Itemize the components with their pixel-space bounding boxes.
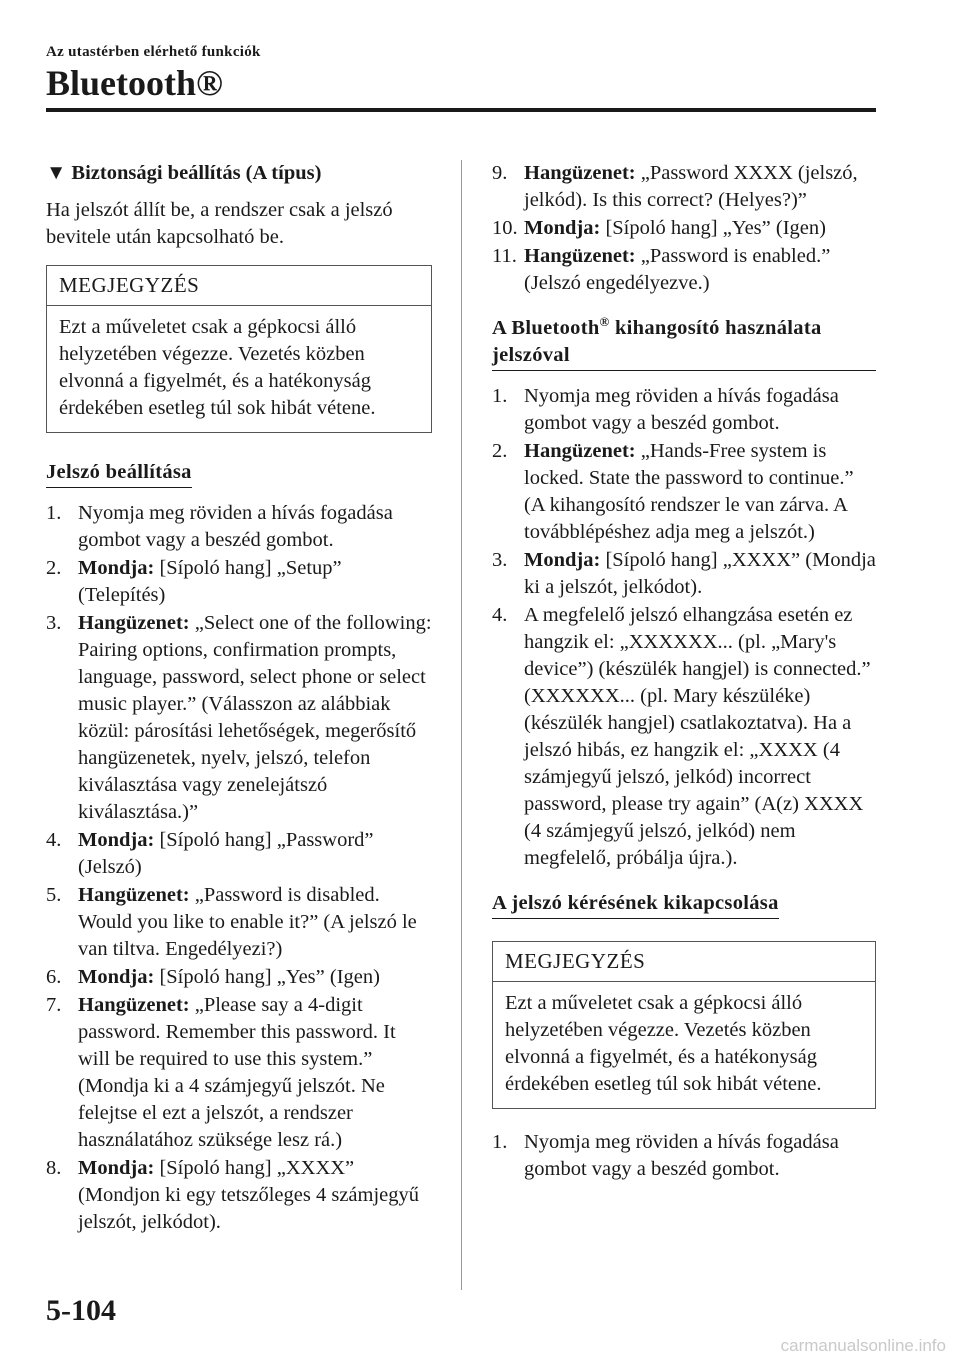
list-item-label: Mondja: [524, 549, 601, 571]
left-column [46, 160, 432, 1248]
list-item-number: 2. [46, 557, 62, 579]
list-item-body: [Sípoló hang] „Setup” (Telepítés) [78, 557, 342, 606]
list-item-label: Mondja: [78, 966, 155, 988]
list-item-label: Hangüzenet: [78, 994, 190, 1016]
list-item-body: „Password is disabled. Would you like to enable it?” (A jelszó le van tiltva. Engedélyezi?) [78, 884, 417, 960]
page-title: Bluetooth® [46, 63, 223, 103]
list-item [46, 1155, 432, 1236]
list-item-text [524, 438, 876, 546]
note-box [46, 265, 432, 433]
list-item-body: [Sípoló hang] „XXXX” (Mondja ki a jelszót, jelkódot). [524, 549, 876, 598]
list-item-number: 11. [492, 245, 517, 267]
list-item [492, 383, 876, 437]
list-item-label: Mondja: [78, 1157, 155, 1179]
list-item-number: 2. [492, 440, 508, 462]
list-item-number: 1. [492, 385, 508, 407]
list-item-text [524, 1129, 876, 1183]
list-item-body: „Password is enabled.” (Jelszó engedélyezve.) [524, 245, 831, 294]
list-item-text [78, 992, 432, 1154]
triangle-down-icon: ▼ [46, 162, 67, 184]
list-item-text [78, 1155, 432, 1236]
list-item-number: 4. [492, 604, 508, 626]
list-item-label: Hangüzenet: [524, 440, 636, 462]
subheading-disable-password: A jelszó kérésének kikapcsolása [492, 890, 779, 919]
list-item-label: Hangüzenet: [78, 884, 190, 906]
list-item [46, 964, 432, 991]
list-item-text [78, 882, 432, 963]
list-item-number: 7. [46, 994, 62, 1016]
list-item-text [78, 500, 432, 554]
note-title: MEGJEGYZÉS [47, 266, 431, 306]
list-item [46, 610, 432, 826]
note-title-2: MEGJEGYZÉS [493, 942, 875, 982]
intro-paragraph: Ha jelszót állít be, a rendszer csak a jelszó bevitele után kapcsolható be. [46, 199, 393, 248]
list-item-number: 3. [492, 549, 508, 571]
right-column [492, 160, 876, 1195]
page-number: 5-104 [46, 1294, 116, 1327]
list-item-number: 9. [492, 162, 508, 184]
list-item-label: Hangüzenet: [78, 612, 190, 634]
list-item-label: Hangüzenet: [524, 162, 636, 184]
list-item-number: 8. [46, 1157, 62, 1179]
list-item-number: 6. [46, 966, 62, 988]
list-item-body: „Select one of the following: Pairing options, confirmation prompts, language, password, select phone or select music player.” (Válasszon az alábbiak közül: párosítási lehetőségek, megerősítő hangüzenetek, nyelv, jelszó, telefon kiválasztása vagy zenelejátszó kiválasztása.)” [78, 612, 432, 823]
list-item-text [524, 547, 876, 601]
list-item [492, 1129, 876, 1183]
list-item [492, 438, 876, 546]
subheading-use-with-password: A Bluetooth® kihangosító használata jelszóval [492, 315, 876, 371]
list-item-label: Mondja: [524, 217, 601, 239]
note-body: Ezt a műveletet csak a gépkocsi álló helyzetében végezze. Vezetés közben elvonná a figyelmét, és a hatékonyság érdekében esetleg túl sok hibát vétene. [59, 316, 376, 419]
section-heading: ▼ Biztonsági beállítás (A típus) [46, 162, 322, 184]
list-item-body: [Sípoló hang] „Yes” (Igen) [154, 966, 380, 988]
list-item-text [78, 827, 432, 881]
list-item-text [78, 964, 432, 991]
list-item-body: „Password XXXX (jelszó, jelkód). Is this correct? (Helyes?)” [524, 162, 858, 211]
list-item-number: 10. [492, 217, 518, 239]
list-item-body: [Sípoló hang] „Password” (Jelszó) [78, 829, 374, 878]
note-box-2 [492, 941, 876, 1109]
list-item [492, 602, 876, 872]
list-item-body: Nyomja meg röviden a hívás fogadása gombot vagy a beszéd gombot. [78, 502, 393, 551]
list-item-body: A megfelelő jelszó elhangzása esetén ez hangzik el: „XXXXXX... (pl. „Mary's device”) (készülék hangjel) is connected.” (XXXXXX... (pl. Mary készüléke) (készülék hangjel) csatlakoztatva). Ha a jelszó hibás, ez hangzik el: „XXXX (4 számjegyű jelszó, jelkód) incorrect password, please try again” (A(z) XXXX (4 számjegyű jelszó, jelkód) nem megfelelő, próbálja újra.). [524, 604, 871, 869]
list-item-text [524, 383, 876, 437]
list-item-number: 1. [46, 502, 62, 524]
list-item-label: Mondja: [78, 557, 155, 579]
list-item-body: [Sípoló hang] „XXXX” (Mondjon ki egy tetszőleges 4 számjegyű jelszót, jelkódot). [78, 1157, 420, 1233]
list-item-body: Nyomja meg röviden a hívás fogadása gombot vagy a beszéd gombot. [524, 385, 839, 434]
list-item-label: Hangüzenet: [524, 245, 636, 267]
list-item [492, 547, 876, 601]
subheading-setup: Jelszó beállítása [46, 459, 192, 488]
list-item [46, 555, 432, 609]
setup-steps [46, 500, 432, 1236]
list-item-number: 4. [46, 829, 62, 851]
section-label: Az utastérben elérhető funkciók [46, 44, 261, 60]
setup-steps-continued [492, 160, 876, 297]
list-item-text [78, 555, 432, 609]
list-item-text [524, 215, 876, 242]
list-item [46, 500, 432, 554]
header-rule [46, 108, 876, 112]
list-item-body: „Please say a 4-digit password. Remember this password. It will be required to use this system.” (Mondja ki a 4 számjegyű jelszót. Ne felejtse el ezt a jelszót, a rendszer használatához szüksége lesz rá.) [78, 994, 396, 1151]
list-item [46, 992, 432, 1154]
list-item-body: Nyomja meg röviden a hívás fogadása gombot vagy a beszéd gombot. [524, 1131, 839, 1180]
disable-steps [492, 1129, 876, 1183]
list-item-number: 1. [492, 1131, 508, 1153]
column-divider [461, 160, 462, 1290]
list-item-body: [Sípoló hang] „Yes” (Igen) [600, 217, 826, 239]
list-item-text [524, 243, 876, 297]
list-item [46, 882, 432, 963]
list-item [492, 243, 876, 297]
list-item-body: „Hands-Free system is locked. State the password to continue.” (A kihangosító rendszer le van zárva. A továbblépéshez adja meg a jelszót.) [524, 440, 854, 543]
note-body-2: Ezt a műveletet csak a gépkocsi álló helyzetében végezze. Vezetés közben elvonná a figyelmét, és a hatékonyság érdekében esetleg túl sok hibát vétene. [505, 992, 822, 1095]
footer-watermark: carmanualsonline.info [780, 1336, 946, 1355]
list-item-number: 5. [46, 884, 62, 906]
list-item-text [524, 160, 876, 214]
list-item [46, 827, 432, 881]
use-steps [492, 383, 876, 872]
list-item [492, 160, 876, 214]
list-item-label: Mondja: [78, 829, 155, 851]
list-item [492, 215, 876, 242]
list-item-number: 3. [46, 612, 62, 634]
list-item-text [524, 602, 876, 872]
list-item-text [78, 610, 432, 826]
